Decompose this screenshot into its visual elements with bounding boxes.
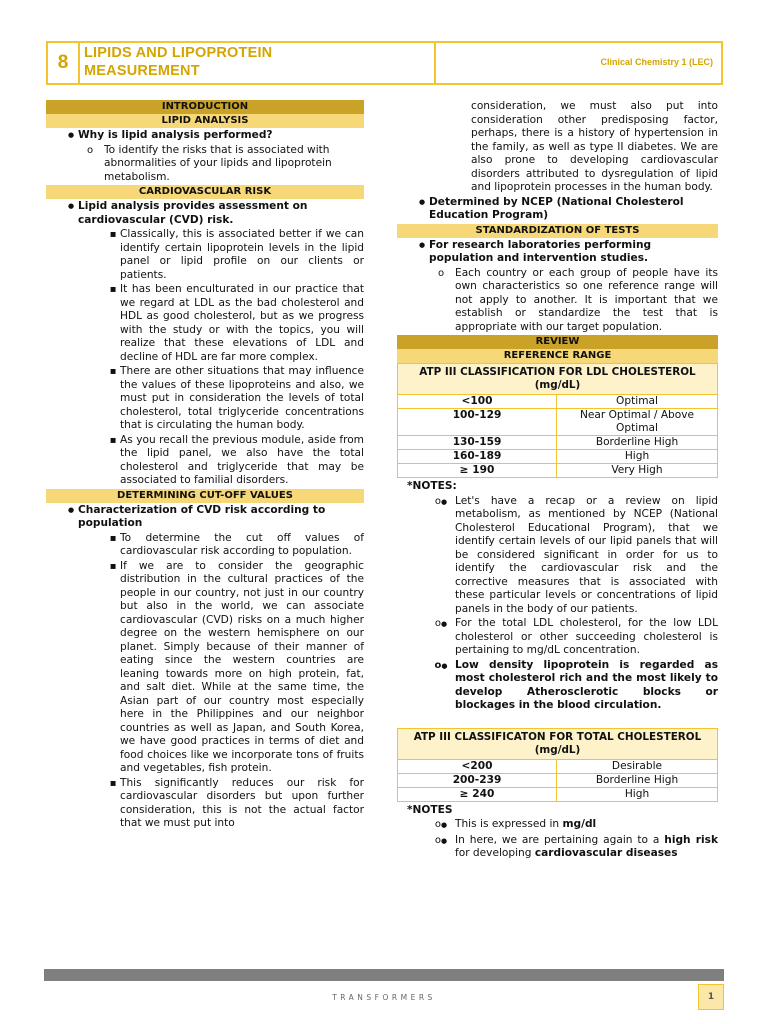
footer-brand: TRANSFORMERS <box>332 993 436 1002</box>
list-item: ▪ There are other situations that may influence the values of these lipoproteins and also, we must put in consideration the levels of total cholesterol, total triglyceride concentrations that is circulating the human body. <box>46 365 364 433</box>
table-row: 100-129 Near Optimal / Above Optimal <box>398 409 718 436</box>
list-item: ● For research laboratories performing population and intervention studies. <box>397 239 718 266</box>
notes-heading: *NOTES: <box>407 480 457 492</box>
module-title-line2: MEASUREMENT <box>84 63 200 79</box>
list-item: ▪ To determine the cut off values of cardiovascular risk according to population. <box>46 532 364 559</box>
document-header <box>46 41 723 85</box>
footer-bar <box>44 969 724 981</box>
table-row: <100 Optimal <box>398 395 718 409</box>
ldl-classification-table <box>397 363 718 478</box>
list-item: ● Why is lipid analysis performed? <box>46 129 364 143</box>
list-item: ▪ It has been enculturated in our practice that we regard at LDL as the bad cholesterol and HDL as good cholesterol, but as we progress with the study or with the topics, you will realize that these elevations of LDL and decline of HDL are far more complex. <box>46 283 364 364</box>
right-column <box>397 100 718 862</box>
list-item: ▪ If we are to consider the geographic distribution in the cultural practices of the people in our country, not just in our country but also in the world, we can associate cardiovascular (CVD) risks on a much higher degree on the western hemisphere on our planet. Simply because of their manner of eating since the western countries are leaning towards more on high protein, fat, and salt diet. While at the same time, the Asian part of our country most especially here in the Philippines and our neighbor countries as well as Japan, and South Korea, we have good practices in terms of diet and food choices like we incorporate tons of fruits and vegetables, fish protein. <box>46 560 364 776</box>
list-item: o To identify the risks that is associated with abnormalities of your lipids and lipoprotein metabolism. <box>46 144 364 185</box>
header-divider <box>434 43 436 83</box>
subject-name: Clinical Chemistry 1 (LEC) <box>600 57 713 67</box>
table-row: 160-189 High <box>398 450 718 464</box>
module-number: 8 <box>48 43 80 83</box>
list-item: ▪ This significantly reduces our risk for cardiovascular disorders but upon further consideration, this is not the actual factor that we must put into <box>46 777 364 831</box>
notes-heading: *NOTES <box>407 803 453 816</box>
section-reference-range: REFERENCE RANGE <box>397 349 718 363</box>
list-item: ● Determined by NCEP (National Cholesterol Education Program) <box>397 196 718 223</box>
section-cardiovascular-risk: CARDIOVASCULAR RISK <box>46 185 364 199</box>
section-cutoff-values: DETERMINING CUT-OFF VALUES <box>46 489 364 503</box>
ldl-table-title: ATP III CLASSIFICATION FOR LDL CHOLESTEROL (mg/dL) <box>398 364 718 395</box>
tc-table-title: ATP III CLASSIFICATON FOR TOTAL CHOLESTEROL (mg/dL) <box>398 728 718 759</box>
list-item: ● Lipid analysis provides assessment on cardiovascular (CVD) risk. <box>46 200 364 227</box>
table-row: <200 Desirable <box>398 759 718 773</box>
module-title-line1: LIPIDS AND LIPOPROTEIN <box>84 45 273 61</box>
list-item: o ● In here, we are pertaining again to a high risk for developing cardiovascular diseases <box>397 834 718 861</box>
module-title <box>84 44 434 80</box>
list-item: o ● This is expressed in mg/dl <box>397 818 718 833</box>
table-row: ≥ 190 Very High <box>398 464 718 478</box>
total-cholesterol-table <box>397 728 718 802</box>
left-column <box>46 100 364 832</box>
table-row: 200-239 Borderline High <box>398 773 718 787</box>
section-standardization: STANDARDIZATION OF TESTS <box>397 224 718 238</box>
list-item: o Each country or each group of people have its own characteristics so one reference range will not apply to another. It is important that we establish or standardize the test that is appropriate with our target population. <box>397 267 718 335</box>
table-row: ≥ 240 High <box>398 787 718 801</box>
list-item: ● Characterization of CVD risk according to population <box>46 504 364 531</box>
list-item: o ● For the total LDL cholesterol, for the low LDL cholesterol or other succeeding cholesterol is pertaining to mg/dL concentration. <box>397 617 718 658</box>
list-item: o ● Let's have a recap or a review on lipid metabolism, as mentioned by NCEP (National Cholesterol Educational Program), that we identify certain levels of our lipid panels that will be considered significant in order for us to identify the cardiovascular risk and the corrective measures that is associated with these particular levels or concentrations of lipid panels in the body of our patients. <box>397 495 718 617</box>
section-review: REVIEW <box>397 335 718 349</box>
list-item: o ● Low density lipoprotein is regarded as most cholesterol rich and the most likely to develop Atherosclerotic blocks or blockages in the blood circulation. <box>397 659 718 713</box>
list-item: ▪ As you recall the previous module, aside from the lipid panel, we also have the total cholesterol and triglyceride that may be associated to familial disorders. <box>46 434 364 488</box>
table-row: 130-159 Borderline High <box>398 436 718 450</box>
section-lipid-analysis: LIPID ANALYSIS <box>46 114 364 128</box>
page-number: 1 <box>698 984 724 1010</box>
list-item: consideration, we must also put into consideration other predisposing factor, perhaps, there is a history of hypertension in the family, as well as type II diabetes. We are also prone to developing cardiovascular disorders attributed to dysregulation of lipid and lipoprotein processes in the human body. <box>471 100 718 193</box>
section-introduction: INTRODUCTION <box>46 100 364 114</box>
list-item: ▪ Classically, this is associated better if we can identify certain lipoprotein levels in the lipid panel or lipid profile on our clients or patients. <box>46 228 364 282</box>
